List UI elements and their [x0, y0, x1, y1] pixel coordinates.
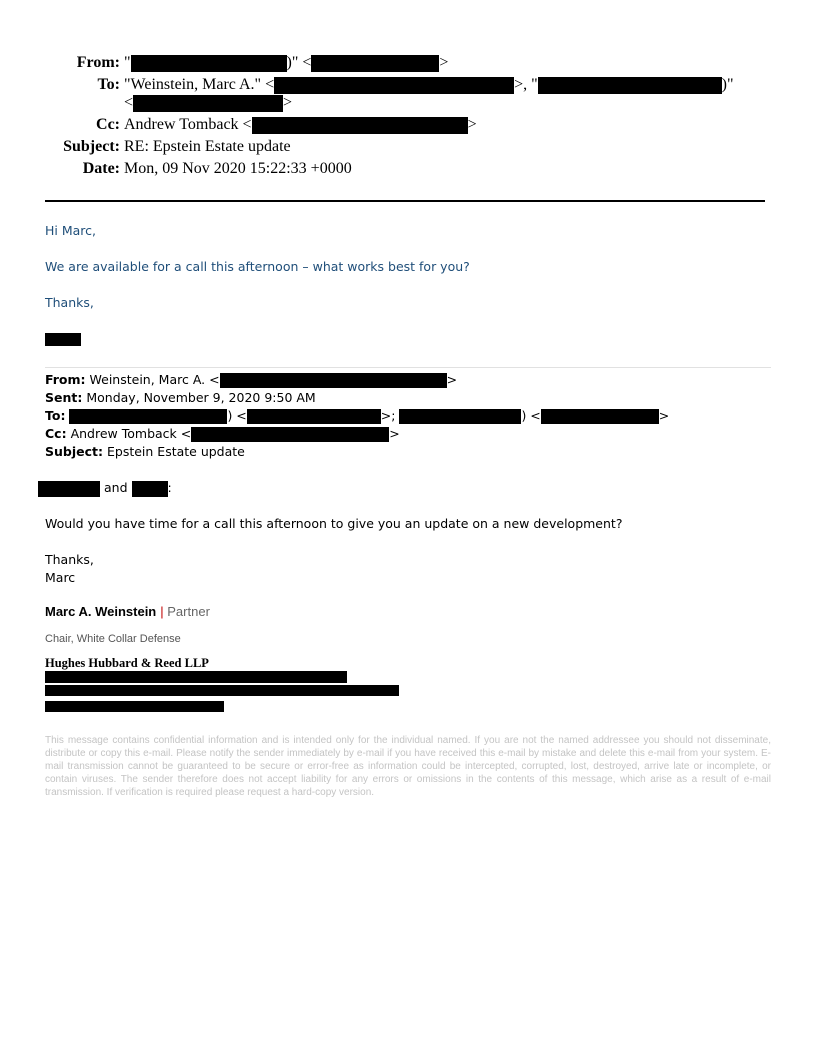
orig-subject-value: Epstein Estate update	[106, 444, 245, 459]
subject-label: Subject:	[63, 138, 120, 155]
orig-sent-label: Sent:	[45, 390, 83, 405]
date-label: Date:	[82, 160, 120, 177]
orig-subject-label: Subject:	[45, 444, 103, 459]
quoted-divider	[45, 367, 771, 368]
redaction-block	[541, 409, 659, 424]
redaction-block	[69, 409, 227, 424]
cc-value	[124, 116, 477, 134]
orig-closing: Thanks,	[45, 552, 94, 567]
signature-firm: Hughes Hubbard & Reed LLP	[45, 656, 209, 670]
orig-salutation	[38, 480, 172, 497]
orig-to-p3: ) <	[521, 408, 541, 423]
signature-contact-redaction	[45, 685, 399, 696]
orig-subject	[45, 444, 245, 459]
orig-signoff: Marc	[45, 570, 76, 585]
to-line2-close: >	[283, 94, 293, 111]
to-value	[124, 76, 734, 94]
cc-close: >	[467, 116, 477, 133]
reply-closing: Thanks,	[45, 295, 94, 310]
redaction-block	[131, 55, 287, 72]
salutation-and: and	[103, 480, 128, 495]
from-mid: )" <	[286, 54, 312, 71]
orig-to	[45, 408, 669, 424]
orig-cc-label: Cc:	[45, 426, 67, 441]
orig-from-label: From:	[45, 372, 86, 387]
redaction-block	[311, 55, 439, 72]
orig-to-p4: >	[658, 408, 670, 423]
redaction-block	[399, 409, 521, 424]
orig-to-p2: >;	[380, 408, 396, 423]
reply-signature-redaction	[45, 333, 81, 346]
orig-to-label: To:	[45, 408, 66, 423]
cc-label: Cc:	[96, 116, 120, 133]
orig-from	[45, 372, 457, 388]
redaction-block	[247, 409, 381, 424]
redaction-block	[133, 95, 283, 112]
orig-cc-close: >	[389, 426, 400, 441]
to-mid: >, "	[514, 76, 538, 93]
redaction-block	[252, 117, 468, 134]
signature-address-redaction	[45, 671, 347, 683]
signature-chair: Chair, White Collar Defense	[45, 633, 181, 645]
orig-body: Would you have time for a call this afternoon to give you an update on a new development?	[45, 516, 623, 531]
orig-cc-value: Andrew Tomback <	[70, 426, 192, 441]
redaction-block	[274, 77, 514, 94]
orig-sent-value: Monday, November 9, 2020 9:50 AM	[86, 390, 316, 405]
from-value	[124, 54, 448, 72]
salutation-colon: :	[167, 480, 172, 495]
reply-body: We are available for a call this afternoon – what works best for you?	[45, 259, 470, 274]
signature-name: Marc A. Weinstein	[45, 604, 157, 619]
signature-pipe: |	[160, 604, 164, 619]
to-end: )"	[721, 76, 734, 93]
date-value: Mon, 09 Nov 2020 15:22:33 +0000	[124, 160, 352, 177]
orig-from-close: >	[446, 372, 458, 387]
redaction-block	[191, 427, 389, 442]
cc-name: Andrew Tomback <	[124, 116, 252, 133]
redaction-block	[132, 481, 168, 497]
signature-role: Partner	[167, 604, 210, 619]
orig-cc	[45, 426, 400, 442]
redaction-block	[538, 77, 722, 94]
subject-value: RE: Epstein Estate update	[124, 138, 291, 155]
signature-name-line	[45, 603, 210, 621]
to-value-line2	[124, 94, 292, 112]
orig-from-value: Weinstein, Marc A. <	[89, 372, 220, 387]
to-line2-open: <	[124, 94, 134, 111]
redaction-block	[220, 373, 447, 388]
to-value-start: "Weinstein, Marc A." <	[124, 76, 275, 93]
from-label: From:	[76, 54, 120, 71]
header-divider	[45, 200, 765, 202]
confidentiality-disclaimer: This message contains confidential information and is intended only for the individual named. If you are not the named addressee you should not disseminate, distribute or copy this e-mail. Please notify the sender immediately by e-mail if you have received this e-mail by mistake and delete this e-mail from your system. E-mail transmission cannot be guaranteed to be secure or error-free as information could be intercepted, corrupted, lost, destroyed, arrive late or incomplete, or contain viruses. The sender therefore does not accept liability for any errors or omissions in the contents of this message, which arise as a result of e-mail transmission. If verification is required please request a hard-copy version.	[45, 735, 771, 798]
to-label: To:	[97, 76, 120, 93]
reply-greeting: Hi Marc,	[45, 223, 97, 238]
signature-email-redaction	[45, 701, 224, 712]
from-close: >	[439, 54, 449, 71]
redaction-block	[38, 481, 100, 497]
orig-to-p1: ) <	[227, 408, 247, 423]
orig-sent	[45, 390, 316, 405]
from-open-quote: "	[124, 54, 131, 71]
